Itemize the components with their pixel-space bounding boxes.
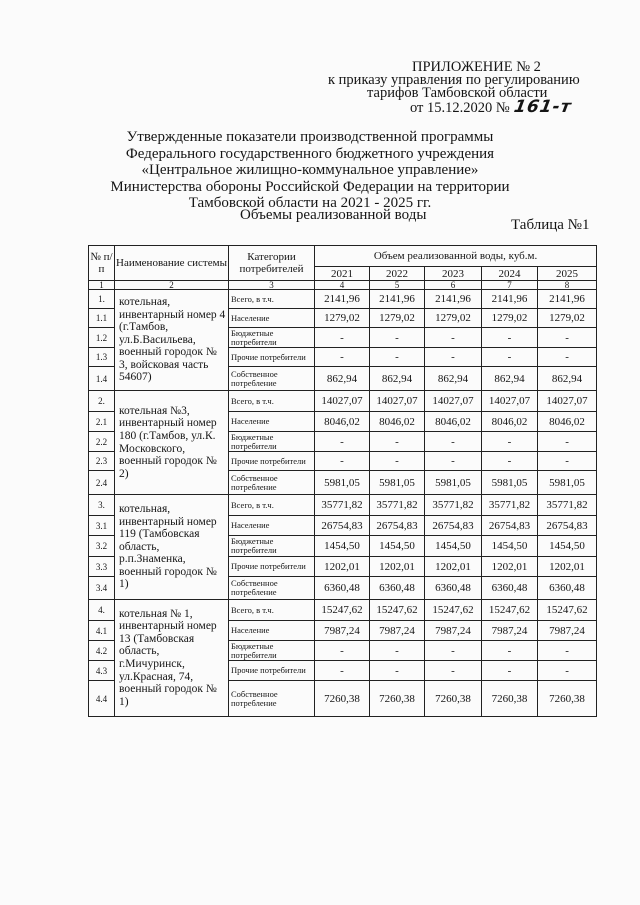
consumer-category: Всего, в т.ч. (229, 290, 315, 309)
column-number: 8 (538, 281, 597, 290)
volume-value: 1454,50 (315, 536, 370, 557)
volume-value: 5981,05 (315, 471, 370, 495)
column-number: 6 (425, 281, 482, 290)
volume-value: 2141,96 (425, 290, 482, 309)
document-heading: Утвержденные показатели производственной программы Федерального государственного бюджетного учреждения «Центральное жилищно-коммунальное управление» Министерства обороны Российской Федерации на территории Тамбовской области на 2021 - 2025 гг. (110, 129, 510, 211)
consumer-category: Собственное потребление (229, 681, 315, 717)
volume-value: - (370, 432, 425, 452)
volume-value: 5981,05 (538, 471, 597, 495)
consumer-category: Население (229, 412, 315, 432)
row-index: 3. (89, 495, 115, 516)
column-number: 3 (229, 281, 315, 290)
consumer-category: Население (229, 309, 315, 328)
volume-value: 6360,48 (370, 577, 425, 600)
volume-value: 35771,82 (315, 495, 370, 516)
volume-value: 15247,62 (315, 600, 370, 621)
volume-value: 5981,05 (425, 471, 482, 495)
volume-value: - (315, 661, 370, 681)
volume-value: 14027,07 (538, 391, 597, 412)
consumer-category: Собственное потребление (229, 577, 315, 600)
volume-value: 26754,83 (482, 516, 538, 536)
volume-value: - (370, 661, 425, 681)
table-label: Таблица №1 (511, 217, 590, 233)
consumer-category: Население (229, 621, 315, 641)
consumer-category: Прочие потребители (229, 348, 315, 367)
volume-value: - (482, 661, 538, 681)
volume-value: - (315, 641, 370, 661)
volume-value: - (370, 348, 425, 367)
row-index: 2.4 (89, 471, 115, 495)
volume-value: 6360,48 (538, 577, 597, 600)
consumer-category: Прочие потребители (229, 452, 315, 471)
volume-value: 862,94 (425, 367, 482, 391)
volume-value: - (538, 432, 597, 452)
system-name: котельная, инвентарный номер 4 (г.Тамбов, ул.Б.Васильева, военный городок № 3, войсковая часть 54607) (115, 290, 229, 391)
appendix-title: ПРИЛОЖЕНИЕ № 2 (412, 59, 541, 75)
consumer-category: Всего, в т.ч. (229, 391, 315, 412)
volume-value: 8046,02 (315, 412, 370, 432)
system-name: котельная № 1, инвентарный номер 13 (Тамбовская область, г.Мичуринск, ул.Красная, 74, военный городок № 1) (115, 600, 229, 717)
volume-value: - (425, 661, 482, 681)
row-index: 2.3 (89, 452, 115, 471)
row-index: 4.2 (89, 641, 115, 661)
volume-value: 2141,96 (370, 290, 425, 309)
column-number: 7 (482, 281, 538, 290)
column-number: 4 (315, 281, 370, 290)
header-year: 2023 (425, 267, 482, 281)
volume-value: 8046,02 (482, 412, 538, 432)
row-index: 1.4 (89, 367, 115, 391)
volume-value: - (482, 348, 538, 367)
header-num: № п/п (89, 246, 115, 281)
volume-value: 6360,48 (315, 577, 370, 600)
table-body (89, 290, 597, 717)
appendix-order-ref: к приказу управления по регулированию (328, 72, 580, 88)
consumer-category: Прочие потребители (229, 661, 315, 681)
volume-value: 7260,38 (538, 681, 597, 717)
consumer-category: Собственное потребление (229, 471, 315, 495)
volume-value: 26754,83 (315, 516, 370, 536)
appendix-date (410, 97, 574, 117)
volume-value: 7987,24 (482, 621, 538, 641)
volume-value: - (482, 641, 538, 661)
volume-value: 35771,82 (482, 495, 538, 516)
header-volume: Объем реализованной воды, куб.м. (315, 246, 597, 267)
row-index: 1.2 (89, 328, 115, 348)
section-subheading: Объемы реализованной воды (240, 207, 427, 223)
system-name: котельная, инвентарный номер 119 (Тамбовская область, р.п.Знаменка, военный городок № 1) (115, 495, 229, 600)
row-index: 2.2 (89, 432, 115, 452)
row-index: 1.1 (89, 309, 115, 328)
header-system: Наименование системы (115, 246, 229, 281)
volume-value: - (538, 641, 597, 661)
column-number: 2 (115, 281, 229, 290)
volume-value: 15247,62 (370, 600, 425, 621)
appendix-authority: тарифов Тамбовской области (367, 85, 548, 101)
volume-value: 7987,24 (370, 621, 425, 641)
volume-value: 35771,82 (538, 495, 597, 516)
consumer-category: Население (229, 516, 315, 536)
volume-value: 35771,82 (370, 495, 425, 516)
row-index: 4.3 (89, 661, 115, 681)
volume-value: 1454,50 (425, 536, 482, 557)
volume-value: 1279,02 (315, 309, 370, 328)
volume-value: 1202,01 (482, 557, 538, 577)
row-index: 2. (89, 391, 115, 412)
volume-value: 7260,38 (370, 681, 425, 717)
row-index: 2.1 (89, 412, 115, 432)
table-row (89, 391, 597, 412)
volume-value: 14027,07 (425, 391, 482, 412)
volume-value: 26754,83 (538, 516, 597, 536)
volume-value: 8046,02 (425, 412, 482, 432)
volume-value: - (538, 452, 597, 471)
volume-value: - (538, 348, 597, 367)
row-index: 4.1 (89, 621, 115, 641)
volume-value: 7987,24 (538, 621, 597, 641)
volume-value: 26754,83 (370, 516, 425, 536)
volume-value: 2141,96 (538, 290, 597, 309)
volume-value: 1202,01 (370, 557, 425, 577)
row-index: 3.2 (89, 536, 115, 557)
volume-value: 26754,83 (425, 516, 482, 536)
table-row (89, 290, 597, 309)
table-row (89, 495, 597, 516)
consumer-category: Бюджетные потребители (229, 328, 315, 348)
handwritten-order-number: 161-т (512, 97, 574, 117)
volume-value: 2141,96 (315, 290, 370, 309)
consumer-category: Бюджетные потребители (229, 641, 315, 661)
consumer-category: Бюджетные потребители (229, 432, 315, 452)
volume-value: 14027,07 (315, 391, 370, 412)
volume-value: - (315, 432, 370, 452)
volume-value: 6360,48 (482, 577, 538, 600)
header-year: 2022 (370, 267, 425, 281)
consumer-category: Бюджетные потребители (229, 536, 315, 557)
row-index: 1.3 (89, 348, 115, 367)
volume-value: 6360,48 (425, 577, 482, 600)
volume-value: 1279,02 (425, 309, 482, 328)
row-index: 1. (89, 290, 115, 309)
volume-value: 8046,02 (538, 412, 597, 432)
volume-value: 2141,96 (482, 290, 538, 309)
volume-value: 35771,82 (425, 495, 482, 516)
row-index: 3.3 (89, 557, 115, 577)
volume-value: - (425, 328, 482, 348)
consumer-category: Всего, в т.ч. (229, 495, 315, 516)
row-index: 4.4 (89, 681, 115, 717)
column-number: 1 (89, 281, 115, 290)
volume-value: 1454,50 (482, 536, 538, 557)
volume-value: - (370, 641, 425, 661)
volume-value: 7987,24 (425, 621, 482, 641)
volume-value: - (315, 328, 370, 348)
volume-value: 1279,02 (482, 309, 538, 328)
column-numbers-row (89, 281, 597, 290)
volume-value: 7987,24 (315, 621, 370, 641)
volume-value: - (425, 348, 482, 367)
volume-value: - (315, 452, 370, 471)
volume-value: 1454,50 (370, 536, 425, 557)
volume-value: 8046,02 (370, 412, 425, 432)
volume-value: - (538, 328, 597, 348)
volume-value: - (425, 641, 482, 661)
volume-value: 5981,05 (482, 471, 538, 495)
volume-value: - (425, 432, 482, 452)
volume-value: 15247,62 (425, 600, 482, 621)
volume-value: 7260,38 (482, 681, 538, 717)
header-year: 2025 (538, 267, 597, 281)
volume-value: 14027,07 (482, 391, 538, 412)
column-number: 5 (370, 281, 425, 290)
volume-value: 1202,01 (425, 557, 482, 577)
volume-value: 862,94 (482, 367, 538, 391)
row-index: 3.4 (89, 577, 115, 600)
row-index: 3.1 (89, 516, 115, 536)
consumer-category: Прочие потребители (229, 557, 315, 577)
volume-value: 5981,05 (370, 471, 425, 495)
volume-value: 15247,62 (538, 600, 597, 621)
system-name: котельная №3, инвентарный номер 180 (г.Тамбов, ул.К. Московского, военный городок № 2) (115, 391, 229, 495)
volume-value: 14027,07 (370, 391, 425, 412)
volume-value: - (482, 328, 538, 348)
volume-value: 862,94 (370, 367, 425, 391)
volume-value: - (370, 452, 425, 471)
volume-value: 15247,62 (482, 600, 538, 621)
volume-value: 1279,02 (538, 309, 597, 328)
volume-value: 862,94 (538, 367, 597, 391)
water-volume-table (88, 245, 597, 717)
consumer-category: Всего, в т.ч. (229, 600, 315, 621)
volume-value: - (482, 432, 538, 452)
volume-value: 1202,01 (538, 557, 597, 577)
table-row (89, 600, 597, 621)
row-index: 4. (89, 600, 115, 621)
volume-value: - (538, 661, 597, 681)
volume-value: 1454,50 (538, 536, 597, 557)
appendix-date-text: от 15.12.2020 № (410, 100, 510, 116)
volume-value: - (315, 348, 370, 367)
header-year: 2024 (482, 267, 538, 281)
volume-value: 862,94 (315, 367, 370, 391)
volume-value: - (482, 452, 538, 471)
header-year: 2021 (315, 267, 370, 281)
volume-value: 7260,38 (315, 681, 370, 717)
volume-value: - (370, 328, 425, 348)
volume-value: 1279,02 (370, 309, 425, 328)
consumer-category: Собственное потребление (229, 367, 315, 391)
volume-value: 1202,01 (315, 557, 370, 577)
header-category: Категории потребителей (229, 246, 315, 281)
volume-value: 7260,38 (425, 681, 482, 717)
volume-value: - (425, 452, 482, 471)
